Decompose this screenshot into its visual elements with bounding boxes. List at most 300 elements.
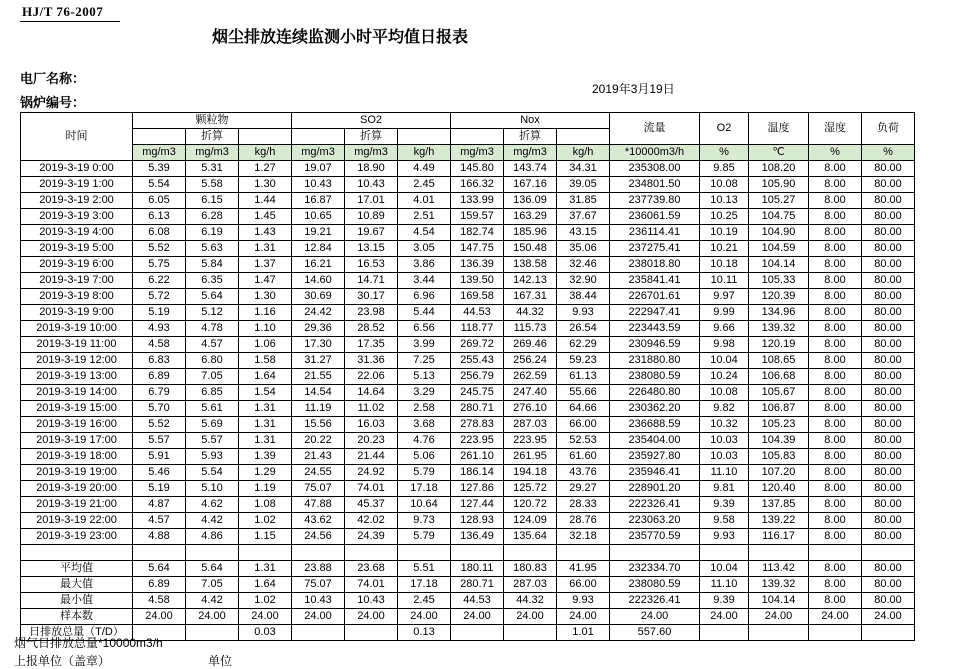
cell-time: 2019-3-19 12:00	[21, 353, 133, 369]
cell-value: 5.52	[133, 417, 186, 433]
summary-label: 最大值	[21, 577, 133, 593]
cell-value: 16.53	[345, 257, 398, 273]
summary-value: 2.45	[398, 593, 451, 609]
cell-time: 2019-3-19 13:00	[21, 369, 133, 385]
cell-value: 80.00	[862, 465, 915, 481]
cell-value: 80.00	[862, 433, 915, 449]
cell-empty	[749, 545, 809, 561]
summary-value: 23.88	[292, 561, 345, 577]
table-row	[21, 353, 915, 369]
cell-value: 166.32	[451, 177, 504, 193]
cell-value: 238080.59	[610, 369, 700, 385]
cell-value: 5.64	[186, 289, 239, 305]
cell-value: 9.93	[557, 305, 610, 321]
cell-value: 8.00	[809, 353, 862, 369]
summary-value: 222326.41	[610, 593, 700, 609]
cell-value: 145.80	[451, 161, 504, 177]
cell-value: 80.00	[862, 321, 915, 337]
cell-value: 6.19	[186, 225, 239, 241]
summary-value: 80.00	[862, 577, 915, 593]
table-row	[21, 513, 915, 529]
cell-value: 136.09	[504, 193, 557, 209]
cell-value: 4.86	[186, 529, 239, 545]
cell-value: 107.20	[749, 465, 809, 481]
cell-value: 1.27	[239, 161, 292, 177]
cell-value: 127.44	[451, 497, 504, 513]
cell-empty	[862, 545, 915, 561]
summary-value: 9.93	[557, 593, 610, 609]
cell-value: 10.43	[292, 177, 345, 193]
cell-value: 256.79	[451, 369, 504, 385]
cell-value: 106.87	[749, 401, 809, 417]
cell-value: 8.00	[809, 241, 862, 257]
daily-total-nox: 1.01	[557, 625, 610, 641]
table-row	[21, 481, 915, 497]
table-row	[21, 401, 915, 417]
cell-value: 105.27	[749, 193, 809, 209]
table-header-units	[21, 145, 915, 161]
summary-value: 24.00	[292, 609, 345, 625]
cell-value: 8.00	[809, 209, 862, 225]
cell-value: 1.58	[239, 353, 292, 369]
cell-value: 4.87	[133, 497, 186, 513]
daily-total-particulate: 0.03	[239, 625, 292, 641]
cell-value: 10.03	[700, 433, 749, 449]
table-row	[21, 193, 915, 209]
cell-value: 256.24	[504, 353, 557, 369]
cell-value: 62.29	[557, 337, 610, 353]
cell-empty	[749, 625, 809, 641]
cell-value: 8.00	[809, 177, 862, 193]
cell-value: 104.75	[749, 209, 809, 225]
cell-value: 80.00	[862, 401, 915, 417]
cell-value: 16.21	[292, 257, 345, 273]
cell-value: 14.60	[292, 273, 345, 289]
daily-total-so2: 0.13	[398, 625, 451, 641]
cell-value: 30.17	[345, 289, 398, 305]
cell-value: 10.11	[700, 273, 749, 289]
cell-value: 5.13	[398, 369, 451, 385]
summary-value: 24.00	[862, 609, 915, 625]
cell-value: 104.59	[749, 241, 809, 257]
cell-value: 31.36	[345, 353, 398, 369]
summary-value: 75.07	[292, 577, 345, 593]
cell-value: 269.46	[504, 337, 557, 353]
cell-empty	[133, 545, 186, 561]
cell-value: 255.43	[451, 353, 504, 369]
cell-value: 10.89	[345, 209, 398, 225]
summary-label: 样本数	[21, 609, 133, 625]
cell-value: 235308.00	[610, 161, 700, 177]
cell-value: 8.00	[809, 497, 862, 513]
cell-empty	[21, 545, 133, 561]
cell-value: 29.27	[557, 481, 610, 497]
summary-value: 5.64	[133, 561, 186, 577]
summary-value: 66.00	[557, 577, 610, 593]
cell-value: 17.35	[345, 337, 398, 353]
cell-value: 169.58	[451, 289, 504, 305]
daily-total-label: 日排放总量（T/D）	[21, 625, 133, 641]
cell-value: 120.40	[749, 481, 809, 497]
cell-value: 80.00	[862, 161, 915, 177]
cell-empty	[700, 545, 749, 561]
cell-empty	[809, 545, 862, 561]
header-so2: SO2	[292, 113, 451, 129]
header-humidity: 湿度	[809, 113, 862, 145]
cell-value: 32.90	[557, 273, 610, 289]
sub-so2-converted: 折算	[345, 129, 398, 145]
summary-value: 5.51	[398, 561, 451, 577]
cell-value: 115.73	[504, 321, 557, 337]
cell-value: 10.21	[700, 241, 749, 257]
cell-value: 127.86	[451, 481, 504, 497]
cell-value: 142.13	[504, 273, 557, 289]
cell-value: 8.00	[809, 481, 862, 497]
cell-value: 236114.41	[610, 225, 700, 241]
cell-value: 3.68	[398, 417, 451, 433]
standard-code-underline	[20, 21, 120, 22]
cell-value: 19.07	[292, 161, 345, 177]
cell-value: 5.12	[186, 305, 239, 321]
summary-value: 24.00	[504, 609, 557, 625]
cell-time: 2019-3-19 19:00	[21, 465, 133, 481]
cell-value: 136.49	[451, 529, 504, 545]
cell-value: 3.05	[398, 241, 451, 257]
cell-value: 9.97	[700, 289, 749, 305]
cell-value: 10.32	[700, 417, 749, 433]
cell-value: 20.23	[345, 433, 398, 449]
cell-value: 8.00	[809, 513, 862, 529]
summary-value: 180.83	[504, 561, 557, 577]
summary-value: 24.00	[700, 609, 749, 625]
cell-empty	[610, 545, 700, 561]
cell-value: 247.40	[504, 385, 557, 401]
cell-value: 44.53	[451, 305, 504, 321]
cell-value: 24.55	[292, 465, 345, 481]
cell-value: 104.39	[749, 433, 809, 449]
header-time: 时间	[21, 113, 133, 161]
cell-value: 1.64	[239, 369, 292, 385]
unit-so2-raw: mg/m3	[292, 145, 345, 161]
cell-value: 5.79	[398, 529, 451, 545]
cell-value: 261.10	[451, 449, 504, 465]
cell-value: 74.01	[345, 481, 398, 497]
cell-value: 23.98	[345, 305, 398, 321]
summary-value: 80.00	[862, 561, 915, 577]
table-row	[21, 465, 915, 481]
cell-time: 2019-3-19 21:00	[21, 497, 133, 513]
table-header-groups	[21, 113, 915, 129]
summary-value: 1.64	[239, 577, 292, 593]
cell-time: 2019-3-19 16:00	[21, 417, 133, 433]
cell-value: 5.10	[186, 481, 239, 497]
cell-value: 6.05	[133, 193, 186, 209]
cell-value: 43.62	[292, 513, 345, 529]
cell-value: 269.72	[451, 337, 504, 353]
table-row	[21, 289, 915, 305]
cell-value: 80.00	[862, 369, 915, 385]
cell-value: 120.19	[749, 337, 809, 353]
table-row	[21, 161, 915, 177]
cell-time: 2019-3-19 3:00	[21, 209, 133, 225]
cell-value: 1.08	[239, 497, 292, 513]
cell-value: 223.95	[451, 433, 504, 449]
sub-nox-converted: 折算	[504, 129, 557, 145]
header-load: 负荷	[862, 113, 915, 145]
cell-value: 1.31	[239, 241, 292, 257]
cell-value: 80.00	[862, 337, 915, 353]
cell-value: 10.24	[700, 369, 749, 385]
summary-value: 24.00	[610, 609, 700, 625]
cell-value: 32.46	[557, 257, 610, 273]
cell-value: 222947.41	[610, 305, 700, 321]
unit-flow: *10000m3/h	[610, 145, 700, 161]
cell-value: 5.31	[186, 161, 239, 177]
unit-o2: %	[700, 145, 749, 161]
cell-value: 4.54	[398, 225, 451, 241]
cell-value: 261.95	[504, 449, 557, 465]
sub-so2-mass	[398, 129, 451, 145]
cell-value: 10.65	[292, 209, 345, 225]
daily-total-flow: 557.60	[610, 625, 700, 641]
cell-time: 2019-3-19 7:00	[21, 273, 133, 289]
cell-empty	[451, 545, 504, 561]
cell-value: 66.00	[557, 417, 610, 433]
cell-value: 1.44	[239, 193, 292, 209]
unit-so2-mass: kg/h	[398, 145, 451, 161]
cell-value: 6.35	[186, 273, 239, 289]
summary-row	[21, 577, 915, 593]
summary-value: 139.32	[749, 577, 809, 593]
cell-value: 159.57	[451, 209, 504, 225]
sub-so2-raw	[292, 129, 345, 145]
footer-reporting-unit: 上报单位（盖章）	[14, 654, 111, 668]
cell-time: 2019-3-19 14:00	[21, 385, 133, 401]
cell-time: 2019-3-19 11:00	[21, 337, 133, 353]
cell-empty	[398, 545, 451, 561]
cell-value: 7.25	[398, 353, 451, 369]
cell-value: 80.00	[862, 449, 915, 465]
cell-time: 2019-3-19 6:00	[21, 257, 133, 273]
summary-value: 9.39	[700, 593, 749, 609]
header-particulate: 颗粒物	[133, 113, 292, 129]
cell-value: 11.10	[700, 465, 749, 481]
cell-value: 80.00	[862, 353, 915, 369]
cell-value: 32.18	[557, 529, 610, 545]
cell-value: 80.00	[862, 385, 915, 401]
cell-value: 8.00	[809, 337, 862, 353]
summary-value: 44.53	[451, 593, 504, 609]
cell-value: 5.69	[186, 417, 239, 433]
summary-value: 4.42	[186, 593, 239, 609]
cell-value: 9.99	[700, 305, 749, 321]
cell-time: 2019-3-19 20:00	[21, 481, 133, 497]
cell-value: 106.68	[749, 369, 809, 385]
cell-empty	[292, 625, 345, 641]
cell-value: 128.93	[451, 513, 504, 529]
summary-value: 6.89	[133, 577, 186, 593]
cell-value: 9.73	[398, 513, 451, 529]
summary-value: 8.00	[809, 577, 862, 593]
cell-value: 4.57	[186, 337, 239, 353]
cell-value: 6.15	[186, 193, 239, 209]
cell-value: 6.83	[133, 353, 186, 369]
cell-time: 2019-3-19 0:00	[21, 161, 133, 177]
summary-value: 232334.70	[610, 561, 700, 577]
cell-empty	[862, 625, 915, 641]
cell-value: 235927.80	[610, 449, 700, 465]
table-row	[21, 209, 915, 225]
cell-value: 6.85	[186, 385, 239, 401]
cell-value: 163.29	[504, 209, 557, 225]
summary-value: 7.05	[186, 577, 239, 593]
summary-value: 24.00	[451, 609, 504, 625]
cell-value: 104.90	[749, 225, 809, 241]
report-date: 2019年3月19日	[592, 82, 675, 96]
cell-value: 116.17	[749, 529, 809, 545]
cell-empty	[292, 545, 345, 561]
cell-time: 2019-3-19 17:00	[21, 433, 133, 449]
cell-value: 14.64	[345, 385, 398, 401]
cell-value: 9.93	[700, 529, 749, 545]
cell-value: 9.39	[700, 497, 749, 513]
cell-value: 8.00	[809, 433, 862, 449]
cell-value: 133.99	[451, 193, 504, 209]
cell-value: 236688.59	[610, 417, 700, 433]
summary-label: 最小值	[21, 593, 133, 609]
summary-value: 287.03	[504, 577, 557, 593]
cell-value: 230362.20	[610, 401, 700, 417]
cell-value: 4.49	[398, 161, 451, 177]
cell-time: 2019-3-19 23:00	[21, 529, 133, 545]
cell-time: 2019-3-19 4:00	[21, 225, 133, 241]
table-row	[21, 177, 915, 193]
summary-value: 10.04	[700, 561, 749, 577]
cell-value: 105.33	[749, 273, 809, 289]
summary-row	[21, 593, 915, 609]
cell-value: 11.02	[345, 401, 398, 417]
cell-value: 16.03	[345, 417, 398, 433]
cell-value: 37.67	[557, 209, 610, 225]
cell-value: 280.71	[451, 401, 504, 417]
summary-label: 平均值	[21, 561, 133, 577]
table-row	[21, 433, 915, 449]
cell-value: 19.67	[345, 225, 398, 241]
summary-value: 5.64	[186, 561, 239, 577]
summary-value: 280.71	[451, 577, 504, 593]
cell-value: 6.89	[133, 369, 186, 385]
footer-note-total-flow: 烟气日排放总量*10000m3/h	[14, 636, 163, 650]
table-row	[21, 273, 915, 289]
cell-value: 105.67	[749, 385, 809, 401]
cell-value: 1.02	[239, 513, 292, 529]
cell-value: 5.63	[186, 241, 239, 257]
unit-nox-converted: mg/m3	[504, 145, 557, 161]
cell-value: 19.21	[292, 225, 345, 241]
cell-value: 234801.50	[610, 177, 700, 193]
cell-value: 245.75	[451, 385, 504, 401]
cell-value: 222326.41	[610, 497, 700, 513]
summary-value: 10.43	[292, 593, 345, 609]
cell-value: 12.84	[292, 241, 345, 257]
cell-value: 237739.80	[610, 193, 700, 209]
cell-value: 186.14	[451, 465, 504, 481]
cell-value: 118.77	[451, 321, 504, 337]
emissions-table	[20, 112, 915, 641]
cell-value: 125.72	[504, 481, 557, 497]
cell-value: 1.31	[239, 433, 292, 449]
summary-value: 11.10	[700, 577, 749, 593]
cell-value: 5.06	[398, 449, 451, 465]
cell-value: 10.64	[398, 497, 451, 513]
cell-value: 80.00	[862, 177, 915, 193]
cell-value: 4.78	[186, 321, 239, 337]
cell-value: 150.48	[504, 241, 557, 257]
summary-value: 24.00	[133, 609, 186, 625]
cell-value: 8.00	[809, 369, 862, 385]
unit-temperature: ℃	[749, 145, 809, 161]
cell-value: 278.83	[451, 417, 504, 433]
cell-time: 2019-3-19 22:00	[21, 513, 133, 529]
summary-value: 44.32	[504, 593, 557, 609]
header-temperature: 温度	[749, 113, 809, 145]
summary-value: 10.43	[345, 593, 398, 609]
cell-value: 5.54	[133, 177, 186, 193]
cell-value: 8.00	[809, 257, 862, 273]
cell-value: 80.00	[862, 257, 915, 273]
cell-value: 6.22	[133, 273, 186, 289]
cell-value: 5.75	[133, 257, 186, 273]
cell-value: 236061.59	[610, 209, 700, 225]
cell-value: 6.28	[186, 209, 239, 225]
cell-value: 38.44	[557, 289, 610, 305]
cell-value: 17.01	[345, 193, 398, 209]
table-row	[21, 497, 915, 513]
cell-time: 2019-3-19 9:00	[21, 305, 133, 321]
cell-value: 80.00	[862, 417, 915, 433]
cell-value: 226701.61	[610, 289, 700, 305]
cell-value: 1.19	[239, 481, 292, 497]
cell-value: 47.88	[292, 497, 345, 513]
cell-value: 120.39	[749, 289, 809, 305]
cell-value: 9.58	[700, 513, 749, 529]
cell-value: 5.19	[133, 305, 186, 321]
cell-time: 2019-3-19 2:00	[21, 193, 133, 209]
cell-value: 45.37	[345, 497, 398, 513]
cell-value: 8.00	[809, 529, 862, 545]
table-body	[21, 161, 915, 641]
cell-value: 20.22	[292, 433, 345, 449]
cell-value: 4.01	[398, 193, 451, 209]
cell-value: 10.03	[700, 449, 749, 465]
header-nox: Nox	[451, 113, 610, 129]
cell-empty	[557, 545, 610, 561]
cell-value: 5.54	[186, 465, 239, 481]
cell-value: 28.52	[345, 321, 398, 337]
cell-value: 134.96	[749, 305, 809, 321]
cell-value: 4.62	[186, 497, 239, 513]
cell-value: 108.65	[749, 353, 809, 369]
cell-value: 17.18	[398, 481, 451, 497]
cell-value: 8.00	[809, 417, 862, 433]
cell-value: 1.31	[239, 401, 292, 417]
cell-value: 1.39	[239, 449, 292, 465]
cell-value: 34.31	[557, 161, 610, 177]
cell-value: 1.54	[239, 385, 292, 401]
cell-value: 31.27	[292, 353, 345, 369]
cell-value: 3.44	[398, 273, 451, 289]
summary-row	[21, 609, 915, 625]
